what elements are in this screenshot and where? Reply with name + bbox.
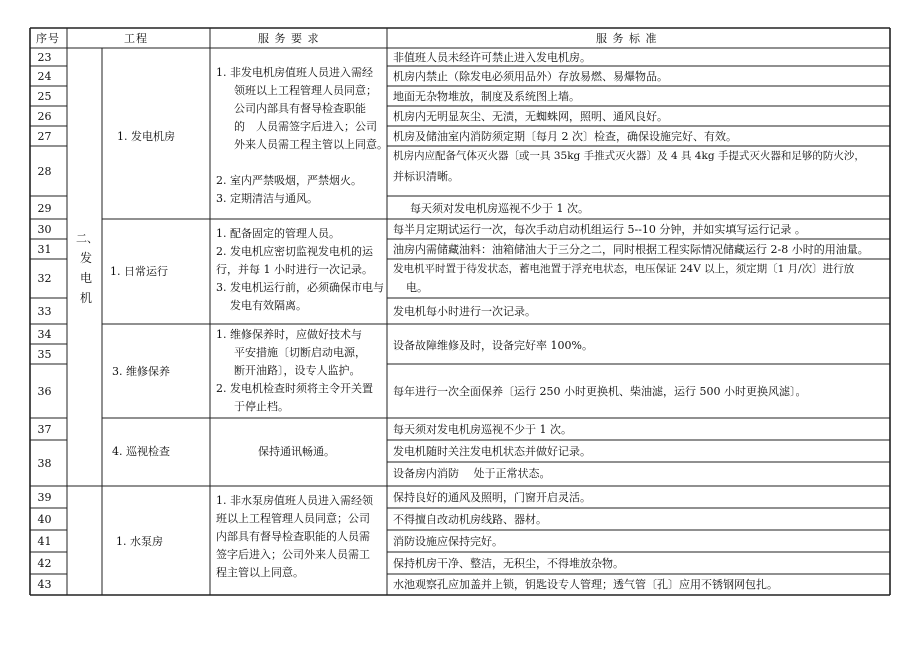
requirement-line: 发电有效隔离。 (230, 299, 307, 312)
requirement-line: 1. 非发电机房值班人员进入需经 (216, 66, 373, 79)
requirement-line: 1. 配备固定的管理人员。 (216, 227, 340, 240)
requirement-line: 平安措施〔切断启动电源， (234, 346, 366, 359)
requirement-line: 签字后进入；公司外来人员需工 (216, 548, 370, 561)
section-title: 4. 巡视检查 (112, 445, 170, 458)
row-number: 28 (37, 165, 52, 178)
standard-line: 不得擅自改动机房线路、器材。 (393, 513, 547, 526)
row-number: 42 (37, 557, 52, 570)
row-number: 36 (37, 385, 52, 398)
row-number: 27 (37, 130, 52, 143)
category-char: 电 (80, 271, 93, 285)
row-number: 43 (37, 578, 52, 591)
row-number: 29 (37, 202, 52, 215)
requirement-line: 1. 非水泵房值班人员进入需经领 (216, 494, 373, 507)
standard-line: 消防设施应保持完好。 (393, 535, 503, 548)
standard-line: 油房内需储藏油料：油箱储油大于三分之二，同时根据工程实际情况储藏运行 2-8 小时的用油量。 (393, 243, 869, 256)
section-title: 1. 日常运行 (110, 265, 168, 278)
row-number: 32 (37, 272, 52, 285)
requirement-line: 2. 发电机应密切监视发电机的运 (216, 245, 373, 258)
row-number: 35 (37, 348, 52, 361)
standard-line: 设备故障维修及时，设备完好率 100%。 (393, 339, 593, 352)
header-project: 工程 (124, 32, 148, 45)
standard-line: 保持良好的通风及照明，门窗开启灵活。 (393, 491, 591, 504)
standard-line: 水池观察孔应加盖并上锁，钥匙设专人管理；透气管〔孔〕应用不锈钢网包扎。 (393, 578, 778, 591)
row-number: 37 (37, 423, 52, 436)
standard-line: 非值班人员未经许可禁止进入发电机房。 (393, 51, 591, 64)
row-number: 31 (37, 243, 52, 256)
standard-line: 并标识清晰。 (393, 170, 459, 183)
requirement-line: 2. 发电机检查时须将主令开关置 (216, 382, 373, 395)
section-title: 1. 水泵房 (116, 535, 163, 548)
standard-line: 保持机房干净、整洁，无积尘，不得堆放杂物。 (393, 557, 624, 570)
row-number: 34 (37, 328, 52, 341)
section-title: 3. 维修保养 (112, 365, 170, 378)
standard-line: 发电机随时关注发电机状态并做好记录。 (393, 445, 591, 458)
row-number: 38 (37, 457, 52, 470)
header-standards: 服 务 标 准 (596, 32, 658, 45)
requirement-line: 程主管以上同意。 (216, 566, 304, 579)
row-number: 33 (37, 305, 52, 318)
requirement-line: 班以上工程管理人员同意；公司 (216, 512, 370, 525)
row-number: 30 (37, 223, 52, 236)
row-number: 26 (37, 110, 52, 123)
standard-line: 发电机每小时进行一次记录。 (393, 305, 536, 318)
standard-line: 机房内应配备气体灭火器〔或一具 35kg 手推式灭火器〕及 4 具 4kg 手提式灭火器和足够的防火沙， (393, 150, 865, 162)
row-number: 25 (37, 90, 52, 103)
requirement-line: 领班以上工程管理人员同意； (234, 84, 377, 97)
row-number: 23 (37, 51, 52, 64)
requirement-line: 行，并每 1 小时进行一次记录。 (216, 263, 373, 276)
requirement-line: 公司内部具有督导检查职能 (234, 102, 366, 115)
requirement-line: 3. 定期清洁与通风。 (216, 192, 318, 205)
requirement-line: 断开油路〕，设专人监护。 (234, 364, 361, 377)
standard-line: 每年进行一次全面保养〔运行 250 小时更换机、柴油滤，运行 500 小时更换风滤〕。 (393, 385, 807, 398)
standard-line: 机房内禁止（除发电必须用品外）存放易燃、易爆物品。 (393, 70, 668, 83)
row-number: 41 (37, 535, 52, 548)
requirement-line: 3. 发电机运行前，必须确保市电与 (216, 281, 384, 294)
requirement-line: 于停止档。 (234, 400, 289, 413)
row-number: 40 (37, 513, 52, 526)
standard-line: 每半月定期试运行一次，每次手动启动机组运行 5--10 分钟，并如实填写运行记录 。 (393, 223, 806, 236)
category-char: 机 (80, 291, 93, 305)
row-number: 24 (37, 70, 52, 83)
requirement-line: 2. 室内严禁吸烟，严禁烟火。 (216, 174, 362, 187)
header-requirements: 服 务 要 求 (258, 32, 320, 45)
standard-line: 机房内无明显灰尘、无渍，无蜘蛛网，照明、通风良好。 (393, 110, 668, 123)
standard-line: 每天须对发电机房巡视不少于 1 次。 (393, 423, 572, 436)
standard-line: 电。 (406, 281, 428, 294)
standard-line: 每天须对发电机房巡视不少于 1 次。 (410, 202, 589, 215)
standard-line: 地面无杂物堆放，制度及系统图上墙。 (393, 90, 580, 103)
row-number: 39 (37, 491, 52, 504)
standard-line: 设备房内消防 处于正常状态。 (393, 467, 551, 480)
category-char: 发 (80, 251, 93, 265)
header-no: 序号 (36, 32, 60, 45)
category-index: 二、 (76, 232, 98, 245)
requirement-line: 保持通讯畅通。 (258, 445, 335, 458)
requirement-line: 外来人员需工程主管以上同意。 (234, 138, 388, 151)
requirement-line: 1. 维修保养时，应做好技术与 (216, 328, 362, 341)
requirement-line: 内部具有督导检查职能的人员需 (216, 530, 370, 543)
standard-line: 机房及储油室内消防须定期〔每月 2 次〕检查，确保设施完好、有效。 (393, 130, 737, 143)
section-title: 1. 发电机房 (117, 130, 175, 143)
standard-line: 发电机平时置于待发状态，蓄电池置于浮充电状态，电压保证 24V 以上，须定期〔1 月/次〕进行放 (393, 263, 855, 275)
requirement-line: 的 人员需签字后进入；公司 (234, 120, 377, 133)
